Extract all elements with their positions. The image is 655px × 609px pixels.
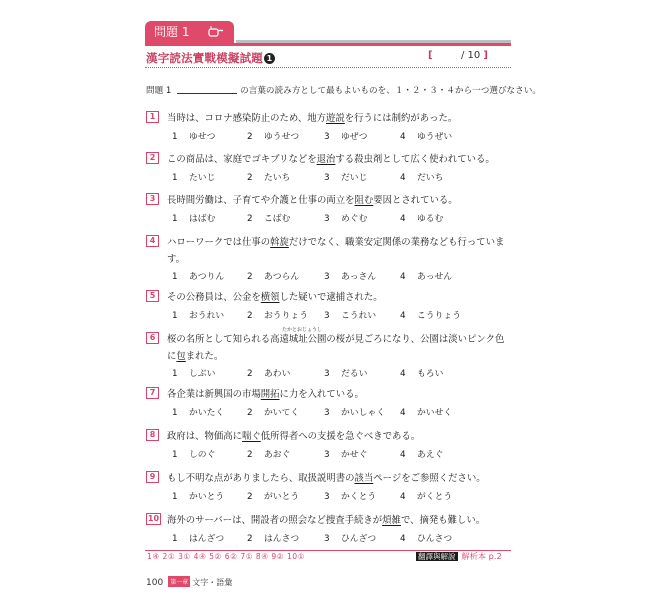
question-text: 政府は、物価高に喘ぐ低所得者への支援を急ぐべきである。 <box>167 431 421 442</box>
translation-badge: 翻譯與解說 <box>418 552 456 561</box>
choice-row <box>146 308 511 322</box>
question-text: その公務員は、公金を横領した疑いで逮捕された。 <box>167 292 383 303</box>
furigana: たかとおじょうし <box>282 327 323 333</box>
choice-3[interactable]: 3 だいじ <box>324 173 368 183</box>
choice-1[interactable]: 1 かいたく <box>172 408 225 418</box>
target-word: 阻む <box>354 195 374 206</box>
choice-4[interactable]: 4 ゆるむ <box>400 214 444 224</box>
dotted-divider <box>145 67 511 68</box>
question-number: 7 <box>146 387 159 399</box>
question-text: 海外のサーバーは、開設者の照会など捜査手続きが煩雑で、摘発も難しい。 <box>167 515 486 526</box>
choice-4[interactable]: 4 もろい <box>400 369 444 379</box>
target-word: 該当 <box>354 473 374 484</box>
question-number: 6 <box>146 332 159 344</box>
choice-2[interactable]: 2 たいち <box>247 173 291 183</box>
section-title: 漢字読法實戰模擬試題 1 <box>146 50 275 66</box>
question-text: 桜の名所として知られる高遠城址公園の桜が見ごろになり、公園は淡いピンク色に包まれた。 <box>167 334 505 362</box>
choice-4[interactable]: 4 がくとう <box>400 492 453 502</box>
choice-1[interactable]: 1 しぶい <box>172 369 216 379</box>
question-number: 10 <box>147 514 160 523</box>
answer-book-link[interactable]: 解析本 p.2 <box>461 551 502 561</box>
choice-row <box>146 211 511 225</box>
question-text: ハローワークでは仕事の斡旋だけでなく、職業安定関係の業務なども行っています。 <box>167 237 505 265</box>
choice-3[interactable]: 3 かせぐ <box>324 450 368 460</box>
question-text: 当時は、コロナ感染防止のため、地方遊説を行うには制約があった。 <box>167 113 458 124</box>
target-word: 退治 <box>316 154 336 165</box>
target-word: 遊説 <box>326 113 345 124</box>
choice-2[interactable]: 2 かいてく <box>247 408 300 418</box>
choice-row <box>146 170 511 184</box>
choice-1[interactable]: 1 はんざつ <box>172 534 225 544</box>
choice-row <box>146 489 511 503</box>
choice-2[interactable]: 2 あわい <box>247 369 291 379</box>
choice-2[interactable]: 2 あおぐ <box>247 450 291 460</box>
question-number: 3 <box>146 193 159 205</box>
question-number: 8 <box>146 429 159 441</box>
choice-1[interactable]: 1 たいじ <box>172 173 216 183</box>
choice-3[interactable]: 3 だるい <box>324 369 368 379</box>
header-accent-rule <box>145 43 511 46</box>
page-footer <box>146 576 232 588</box>
choice-2[interactable]: 2 がいとう <box>247 492 300 502</box>
blank-underline <box>177 93 237 94</box>
chapter-badge: 第一章 <box>168 576 190 587</box>
problem-tab-label: 問題 1 <box>154 25 190 39</box>
choice-3[interactable]: 3 ゆぜつ <box>324 132 368 142</box>
target-word: 開拓 <box>260 389 280 400</box>
question-number: 4 <box>146 235 159 247</box>
choice-4[interactable]: 4 あえぐ <box>400 450 444 460</box>
choice-2[interactable]: 2 あつらん <box>247 272 300 282</box>
question-number: 2 <box>146 152 159 164</box>
question-text: 各企業は新興国の市場開拓に力を入れている。 <box>167 389 364 400</box>
page-number: 100 <box>146 578 164 588</box>
choice-1[interactable]: 1 あつりん <box>172 272 225 282</box>
choice-1[interactable]: 1 はばむ <box>172 214 216 224</box>
choice-1[interactable]: 1 かいとう <box>172 492 225 502</box>
score-total: / 10 <box>460 50 481 61</box>
answer-reference <box>416 551 502 562</box>
choice-3[interactable]: 3 ひんざつ <box>324 534 377 544</box>
target-word: 包 <box>176 351 186 362</box>
pointing-hand-icon <box>208 25 224 39</box>
question-text: 長時間労働は、子育てや介護と仕事の両立を阻む要因とされている。 <box>167 195 458 206</box>
choice-1[interactable]: 1 ゆせつ <box>172 132 216 142</box>
target-word: 横領 <box>260 292 280 303</box>
choice-3[interactable]: 3 あっさん <box>324 272 377 282</box>
answer-key: 1④ 2① 3① 4④ 5② 6② 7① 8④ 9② 10① <box>147 552 305 561</box>
question-text: この商品は、家庭でゴキブリなどを退治する殺虫剤として広く使われている。 <box>167 154 495 165</box>
choice-row <box>146 447 511 461</box>
choice-row <box>146 269 511 283</box>
score-box: [ / 10 ] <box>428 50 488 61</box>
problem-tab <box>145 21 234 43</box>
choice-4[interactable]: 4 だいち <box>400 173 444 183</box>
choice-2[interactable]: 2 ゆうせつ <box>247 132 300 142</box>
choice-row <box>146 531 511 545</box>
target-word: 斡旋 <box>270 237 289 248</box>
choice-3[interactable]: 3 めぐむ <box>324 214 368 224</box>
choice-4[interactable]: 4 こうりょう <box>400 311 461 321</box>
choice-1[interactable]: 1 しのぐ <box>172 450 216 460</box>
choice-row <box>146 405 511 419</box>
instruction: 問題 1 の言葉の読み方として最もよいものを、１・２・３・４から一つ選びなさい。 <box>146 86 541 96</box>
target-word: 煩雑 <box>382 515 401 526</box>
choice-3[interactable]: 3 かいしゃく <box>324 408 385 418</box>
question-number: 9 <box>146 471 159 483</box>
choice-row <box>146 129 511 143</box>
choice-4[interactable]: 4 ゆうぜい <box>400 132 453 142</box>
question-number: 5 <box>146 290 159 302</box>
choice-3[interactable]: 3 かくとう <box>324 492 377 502</box>
choice-2[interactable]: 2 おうりょう <box>247 311 308 321</box>
choice-3[interactable]: 3 こうれい <box>324 311 377 321</box>
target-word: 喘ぐ <box>242 431 261 442</box>
choice-2[interactable]: 2 こばむ <box>247 214 291 224</box>
choice-2[interactable]: 2 はんさつ <box>247 534 300 544</box>
choice-4[interactable]: 4 あっせん <box>400 272 453 282</box>
question-number: 1 <box>146 111 159 123</box>
choice-row <box>146 366 511 380</box>
choice-4[interactable]: 4 ひんさつ <box>400 534 453 544</box>
choice-4[interactable]: 4 かいせく <box>400 408 453 418</box>
question-text: もし不明な点がありましたら、取扱説明書の該当ページをご参照ください。 <box>167 473 486 484</box>
section-number-badge: 1 <box>264 53 275 64</box>
choice-1[interactable]: 1 おうれい <box>172 311 225 321</box>
footer-section: 文字・語彙 <box>192 578 233 587</box>
